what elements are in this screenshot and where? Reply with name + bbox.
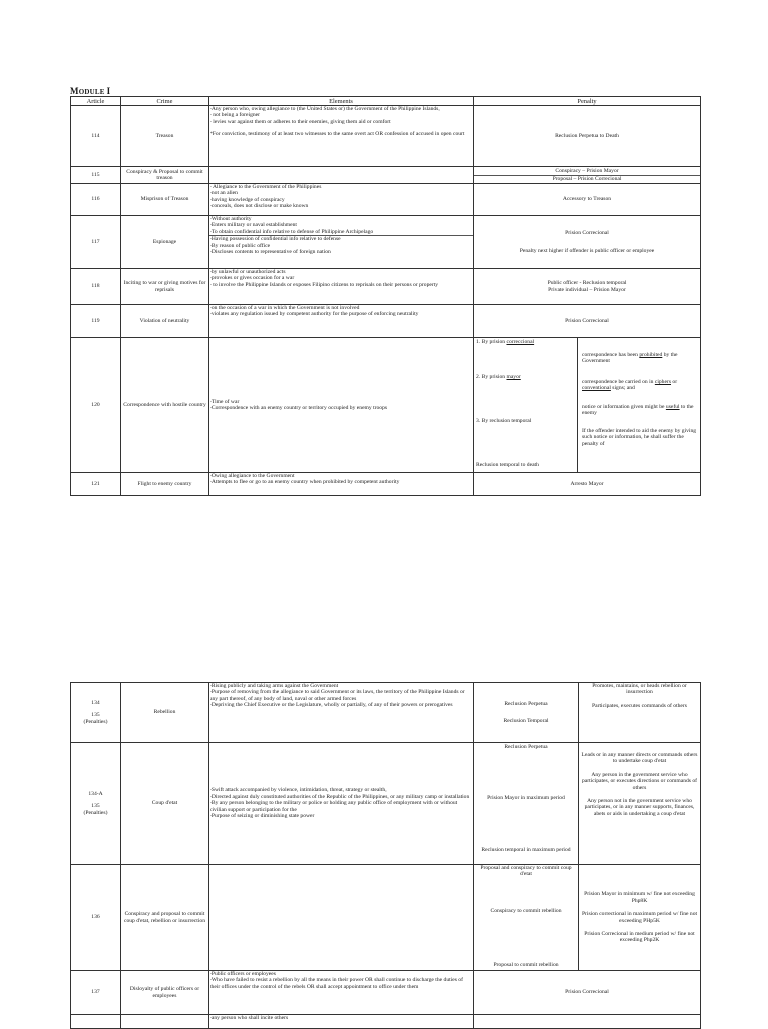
crimes-table-1 [70, 96, 701, 496]
elements-cell [209, 167, 474, 184]
penalty-conditions: correspondence has been prohibited by the Government correspondence be carried on in ciphers or conventional signs; and notice or information given might be useful to the enemy If the offender intended to aid the enemy by giving such notice or information, he shall suffer the penalty of [582, 352, 697, 447]
penalty-cell: Public officer - Reclusion temporal Private individual – Prision Mayor [474, 269, 701, 305]
crimes-table-2 [70, 682, 701, 1029]
elements-cell [209, 865, 474, 971]
elements-cell: -on the occasion of a war in which the Government is not involved -violates any regulation issued by competent authority for the purpose of enforcing neutrality [209, 305, 474, 338]
crime-cell [121, 1015, 209, 1029]
elements-cell: - Allegiance to the Government of the Philippines -not an alien -having knowledge of conspiracy -conceals, does not disclose or make known [209, 184, 474, 216]
crime-cell: Correspondence with hostile country [121, 338, 209, 473]
penalty-cell [474, 1015, 701, 1029]
elements-cell: -Any person who, owing allegiance to (the United States or) the Government of the Philippine Islands, - not being a foreigner - levies war against them or adheres to their enemies, giving them aid or comfort *For conviction, testimony of at least two witnesses to the same overt act OR confession of accused in open court [209, 106, 474, 167]
elements-cell: -Rising publicly and taking arms against the Government -Purpose of removing from the allegiance to said Government or its laws, the territory of the Philippine Islands or any part thereof, of any body of land, naval or other armed forces -Depriving the Chief Executive or the Legislature, wholly or partially, of any of their powers or prerogatives [209, 683, 474, 743]
article-cell [71, 1015, 121, 1029]
table-row-134 [71, 683, 701, 743]
header-elements: Elements [209, 97, 474, 106]
table-row-117 [71, 216, 701, 269]
penalty-cell: Prision Correcional [474, 305, 701, 338]
article-cell: 134-A 135 (Penalties) [71, 743, 121, 865]
offender-cell: Prision Mayor in minimum w/ fine not exceeding Php8K Prision correctional in maximum period w/ fine not exceeding PHp5K Prision Correcional in medium period w/ fine not exceeding Php2K [579, 865, 701, 971]
table-row-120 [71, 338, 701, 473]
table-row-118 [71, 269, 701, 305]
table-row-121 [71, 473, 701, 496]
elements-cell: -Without authority -Enters military or naval establishment -To obtain confidential info relative to defense of Philippine Archipelago -Having possession of confidential info relative to defense -By reason of public office -Discloses contents to representative of foreign nation [209, 216, 474, 269]
crime-cell: Disloyalty of public officers or employees [121, 971, 209, 1015]
penalty-cell: Reclusion Perpetua to Death [474, 106, 701, 167]
penalty-grades: 1. By prision correccional 2. By prision mayor 3. By reclusion temporal Reclusion temporal to death [474, 338, 578, 472]
table-row-119 [71, 305, 701, 338]
article-cell: 120 [71, 338, 121, 473]
crime-cell: Conspiracy and proposal to commit coup d'etat, rebellion or insurrection [121, 865, 209, 971]
elements-cell: -Swift attack accompanied by violence, intimidation, threat, strategy or stealth, -Directed against duly constituted authorities of the Republic of the Philippines, or any military camp or installation -By any person belonging to the military or police or holding any public office of employment with or without civilian support or participation for the -Purpose of seizing or diminishing state power [209, 743, 474, 865]
penalty-cell: Proposal and conspiracy to commit coup d'etat Conspiracy to commit rebellion Proposal to commit rebellion [474, 865, 579, 971]
table-row-115 [71, 167, 701, 184]
table-row-116 [71, 184, 701, 216]
penalty-cell: Prision Correcional [474, 971, 701, 1015]
penalty-cell: Reclusion Perpetua Reclusion Temporal [474, 683, 579, 743]
article-cell: 121 [71, 473, 121, 496]
penalty-cell: Reclusion Perpetua Prision Mayor in maximum period Reclusion temporal in maximum period [474, 743, 579, 865]
crime-cell: Violation of neutrality [121, 305, 209, 338]
offender-cell: Promotes, maintains, or heads rebellion or insurrection Participates, executes commands of others [579, 683, 701, 743]
penalty-cell: Accessory to Treason [474, 184, 701, 216]
crime-cell: Rebellion [121, 683, 209, 743]
article-cell: 115 [71, 167, 121, 184]
article-cell: 118 [71, 269, 121, 305]
table-row-134a [71, 743, 701, 865]
penalty-cell: Conspiracy – Prision Mayor Proposal – Prision Correcional [474, 167, 701, 184]
elements-cell: -by unlawful or unauthorized acts -provokes or gives occasion for a war - to involve the Philippine Islands or exposes Filipino citizens to reprisals on their persons or property [209, 269, 474, 305]
penalty-cell: Prision Correcional Penalty next higher if offender is public officer or employee [474, 216, 701, 269]
article-cell: 116 [71, 184, 121, 216]
header-article: Article [71, 97, 121, 106]
article-cell: 114 [71, 106, 121, 167]
module-title: MODULE I [70, 86, 111, 96]
crime-cell: Treason [121, 106, 209, 167]
elements-cell: -Owing allegiance to the Government -Attempts to flee or go to an enemy country when prohibited by competent authority [209, 473, 474, 496]
offender-cell: Leads or in any manner directs or commands others to undertake coup d'etat Any person in the government service who participates, or executes directions or commands of others Any person not in the government service who participates, or in any manner supports, finances, abets or aids in undertaking a coup d'etat [579, 743, 701, 865]
penalty-cell: Arresto Mayor [474, 473, 701, 496]
header-penalty: Penalty [474, 97, 701, 106]
crime-cell: Flight to enemy country [121, 473, 209, 496]
article-cell: 136 [71, 865, 121, 971]
elements-cell: -any person who shall incite others [209, 1015, 474, 1029]
article-cell: 119 [71, 305, 121, 338]
crime-cell: Conspiracy & Proposal to commit treason [121, 167, 209, 184]
header-crime: Crime [121, 97, 209, 106]
table-row-136 [71, 865, 701, 971]
crime-cell: Inciting to war or giving motives for reprisals [121, 269, 209, 305]
article-cell: 117 [71, 216, 121, 269]
penalty-cell [474, 338, 701, 473]
article-cell: 137 [71, 971, 121, 1015]
crime-cell: Coup d'etat [121, 743, 209, 865]
elements-cell: -Public officers or employees -Who have failed to resist a rebellion by all the means in their power OR shall continue to discharge the duties of their offices under the control of the rebels OR shall accept appointment to office under them [209, 971, 474, 1015]
table-row-138-partial [71, 1015, 701, 1029]
table-row-114 [71, 106, 701, 167]
crime-cell: Misprison of Treason [121, 184, 209, 216]
elements-cell: -Time of war -Correspondence with an enemy country or territory occupied by enemy troops [209, 338, 474, 473]
table-row-137 [71, 971, 701, 1015]
table-header-row [71, 97, 701, 106]
article-cell: 134 135 (Penalties) [71, 683, 121, 743]
crime-cell: Espionage [121, 216, 209, 269]
